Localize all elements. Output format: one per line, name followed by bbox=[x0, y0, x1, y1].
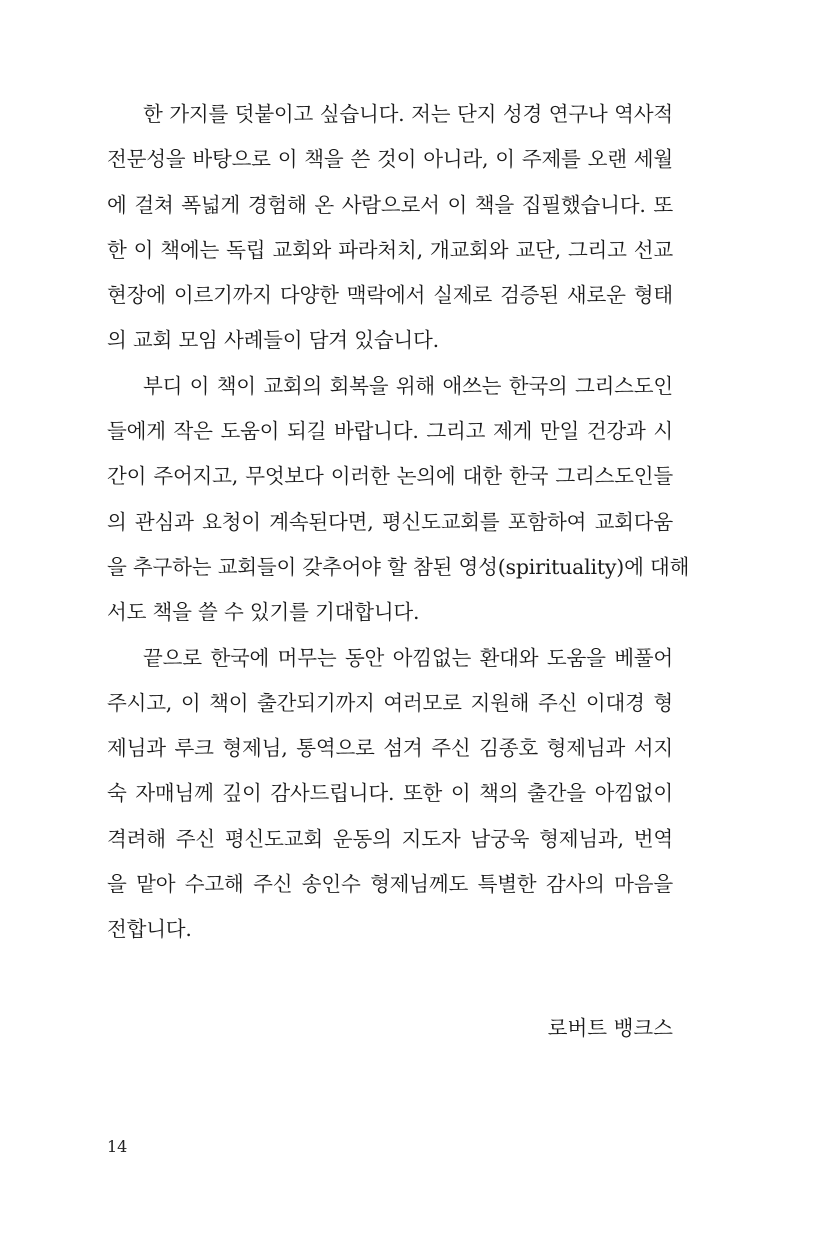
text-line: 에 걸쳐 폭넓게 경험해 온 사람으로서 이 책을 집필했습니다. 또 bbox=[107, 192, 673, 217]
text-line: 격려해 주신 평신도교회 운동의 지도자 남궁욱 형제님과, 번역 bbox=[107, 826, 673, 851]
text-line: 전합니다. bbox=[107, 917, 192, 942]
text-line: 끝으로 한국에 머무는 동안 아낌없는 환대와 도움을 베풀어 bbox=[143, 645, 673, 670]
author-signature: 로버트 뱅크스 bbox=[547, 1016, 673, 1040]
text-line: 의 관심과 요청이 계속된다면, 평신도교회를 포함하여 교회다움 bbox=[107, 509, 673, 534]
text-line: 숙 자매님께 깊이 감사드립니다. 또한 이 책의 출간을 아낌없이 bbox=[107, 781, 673, 806]
text-line: 한 가지를 덧붙이고 싶습니다. 저는 단지 성경 연구나 역사적 bbox=[143, 102, 673, 126]
text-line: 제님과 루크 형제님, 통역으로 섬겨 주신 김종호 형제님과 서지 bbox=[107, 736, 673, 761]
paragraph-1 bbox=[107, 92, 673, 364]
text-line: 서도 책을 쓸 수 있기를 기대합니다. bbox=[107, 600, 420, 625]
body-text bbox=[107, 92, 690, 953]
text-line: 을 맡아 수고해 주신 송인수 형제님께도 특별한 감사의 마음을 bbox=[107, 872, 673, 897]
text-line: 들에게 작은 도움이 되길 바랍니다. 그리고 제게 만일 건강과 시 bbox=[107, 419, 673, 444]
text-line: 간이 주어지고, 무엇보다 이러한 논의에 대한 한국 그리스도인들 bbox=[107, 464, 673, 489]
text-line: 주시고, 이 책이 출간되기까지 여러모로 지원해 주신 이대경 형 bbox=[107, 690, 673, 715]
page-number: 14 bbox=[107, 1137, 128, 1156]
text-line: 의 교회 모임 사례들이 담겨 있습니다. bbox=[107, 328, 439, 353]
text-line: 현장에 이르기까지 다양한 맥락에서 실제로 검증된 새로운 형태 bbox=[107, 283, 673, 308]
text-line: 한 이 책에는 독립 교회와 파라처치, 개교회와 교단, 그리고 선교 bbox=[107, 237, 673, 262]
paragraph-3 bbox=[107, 636, 673, 953]
text-line: 전문성을 바탕으로 이 책을 쓴 것이 아니라, 이 주제를 오랜 세월 bbox=[107, 147, 673, 172]
paragraph-2 bbox=[107, 364, 690, 636]
text-line: 부디 이 책이 교회의 회복을 위해 애쓰는 한국의 그리스도인 bbox=[143, 373, 673, 398]
text-line: 을 추구하는 교회들이 갖추어야 할 참된 영성(spirituality)에 대해 bbox=[107, 554, 690, 579]
